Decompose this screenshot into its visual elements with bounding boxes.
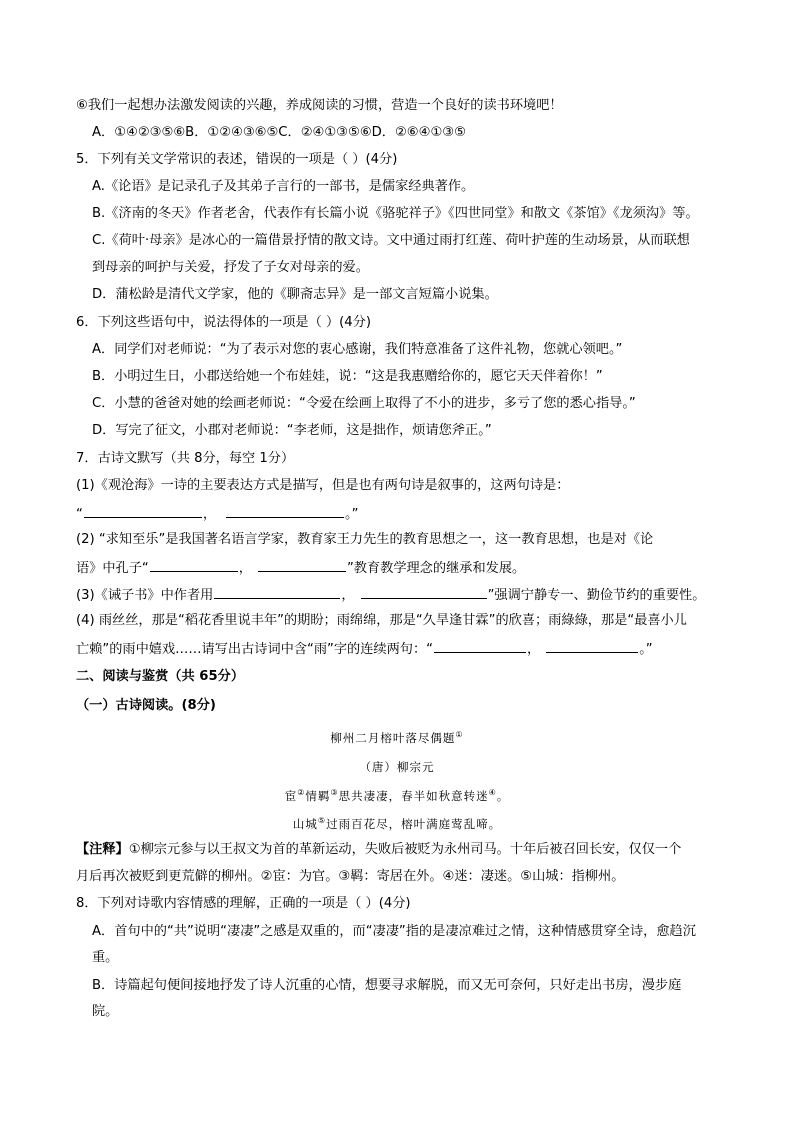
poem-title-text: 柳州二月榕叶落尽偶题 [330, 731, 456, 745]
text: 亡赖”的雨中嬉戏……请写出古诗词中含“雨”字的连续两句：“ [76, 642, 434, 657]
poem-author: （唐）柳宗元 [359, 760, 435, 774]
close-quote: 。” [639, 642, 653, 657]
poem-text: 。 [496, 789, 510, 803]
comma: ， [527, 642, 541, 657]
notes-line-1 [76, 840, 681, 860]
text: (3)《诫子书》中作者用 [76, 588, 214, 603]
question-7-part2-line2 [76, 557, 525, 579]
answer-blank[interactable] [150, 557, 238, 572]
subsection-1-heading: （一）古诗阅读。(8分) [76, 698, 216, 713]
question-5-option-d: D．蒲松龄是清代文学家，他的《聊斋志异》是一部文言短篇小说集。 [92, 287, 498, 302]
question-8: 8．下列对诗歌内容情感的理解，正确的一项是（ ）(4分) [76, 896, 411, 911]
answer-choices-q4: A．①④②③⑤⑥B．①②④③⑥⑤C．②④①③⑤⑥D．②⑥④①③⑤ [92, 125, 466, 140]
question-8-option-b-line2: 院。 [92, 1004, 119, 1019]
notes-text: ①柳宗元参与以王叔文为首的革新运动，失败后被贬为永州司马。十年后被召回长安，仅仅一个 [128, 842, 682, 857]
footnote-marker: ② [297, 788, 306, 798]
comma: ， [238, 561, 252, 576]
answer-blank[interactable] [546, 638, 638, 653]
close-quote: 。” [345, 507, 359, 522]
text: ”强调宁静专一、勤俭节约的重要性。 [487, 588, 706, 603]
open-quote: “ [76, 507, 83, 522]
poem-line-1 [0, 786, 794, 806]
question-7-part3 [76, 584, 705, 606]
question-7-part4-line2 [76, 638, 653, 660]
question-7-part2-line1: (2) “求知至乐”是我国著名语言学家，教育家王力先生的教育思想之一，这一教育思想，也是对《论 [76, 532, 654, 547]
notes-line-2: 月后再次被贬到更荒僻的柳州。②宦：为官。③羁：寄居在外。④迷：凄迷。⑤山城：指柳州。 [76, 869, 625, 884]
question-5-option-c-line2: 到母亲的呵护与关爱，抒发了子女对母亲的爱。 [92, 260, 369, 275]
notes-label: 【注释】 [76, 842, 129, 857]
question-6-option-c: C．小慧的爸爸对她的绘画老师说：“令爱在绘画上取得了不小的进步，多亏了您的悉心指导。” [92, 396, 636, 411]
poem-text: 情羁 [305, 789, 331, 803]
footnote-marker: ⑤ [317, 816, 327, 826]
answer-blank[interactable] [361, 584, 487, 599]
footnote-marker: ③ [330, 788, 339, 798]
answer-blank[interactable] [214, 584, 340, 599]
question-6-option-b: B．小明过生日，小郡送给她一个布娃娃，说：“这是我惠赠给你的，愿它天天伴着你！” [92, 369, 603, 384]
answer-blank[interactable] [258, 557, 346, 572]
question-7-part4-line1: (4) 雨丝丝，那是“稻花香里说丰年”的期盼；雨绵绵，那是“久旱逢甘霖”的欣喜；雨綠綠，那是“最喜小儿 [76, 613, 687, 628]
footnote-marker: ① [455, 730, 464, 740]
answer-blank[interactable] [84, 503, 202, 518]
text: 语》中孔子“ [76, 561, 149, 576]
question-7-part1-blanks [76, 503, 358, 525]
poem-line-2 [0, 814, 794, 834]
answer-blank[interactable] [434, 638, 526, 653]
comma: ， [202, 507, 217, 522]
question-6-option-d: D．写完了征文，小郡对老师说：“李老师，这是拙作，烦请您斧正。” [92, 423, 492, 438]
option-line-6: ⑥我们一起想办法激发阅读的兴趣，养成阅读的习惯，营造一个良好的读书环境吧！ [76, 98, 563, 113]
section-2-heading: 二、阅读与鉴赏（共 65分） [76, 669, 245, 684]
question-8-option-a-line1: A．首句中的“共”说明“凄凄”之感是双重的，而“凄凄”指的是凄凉难过之情，这种情感贯穿全诗，愈趋沉 [92, 924, 696, 939]
question-8-option-b-line1: B．诗篇起句便间接地抒发了诗人沉重的心情，想要寻求解脱，而又无可奈何，只好走出书房，漫步庭 [92, 978, 682, 993]
poem-text: 思共凄凄，春半如秋意转迷 [338, 789, 489, 803]
question-5-option-b: B.《济南的冬天》作者老舍，代表作有长篇小说《骆驼祥子》《四世同堂》和散文《茶馆》《龙须沟》等。 [92, 206, 699, 221]
question-5-option-c-line1: C.《荷叶·母亲》是冰心的一篇借景抒情的散文诗。文中通过雨打红莲、荷叶护莲的生动场景，从而联想 [92, 233, 690, 248]
text: ”教育教学理念的继承和发展。 [346, 561, 526, 576]
answer-blank[interactable] [226, 503, 344, 518]
question-7: 7．古诗文默写（共 8分，每空 1分） [76, 451, 295, 466]
poem-text: 宦 [284, 789, 298, 803]
question-6-option-a: A．同学们对老师说：“为了表示对您的衷心感谢，我们特意准备了这件礼物，您就心领吧。” [92, 342, 623, 357]
question-5: 5．下列有关文学常识的表述，错误的一项是（ ）(4分) [76, 152, 398, 167]
question-7-part1: (1)《观沧海》一诗的主要表达方式是描写，但是也有两句诗是叙事的，这两句诗是： [76, 478, 570, 493]
question-5-option-a: A.《论语》是记录孔子及其弟子言行的一部书，是儒家经典著作。 [92, 179, 475, 194]
question-8-option-a-line2: 重。 [92, 950, 119, 965]
poem-text: 过雨百花尽，榕叶满庭莺乱啼。 [326, 817, 502, 831]
poem-text: 山城 [292, 817, 318, 831]
question-6: 6．下列这些语句中，说法得体的一项是（ ）(4分) [76, 315, 372, 330]
poem-title [0, 728, 794, 748]
footnote-marker: ④ [488, 788, 497, 798]
comma: ， [341, 588, 355, 603]
